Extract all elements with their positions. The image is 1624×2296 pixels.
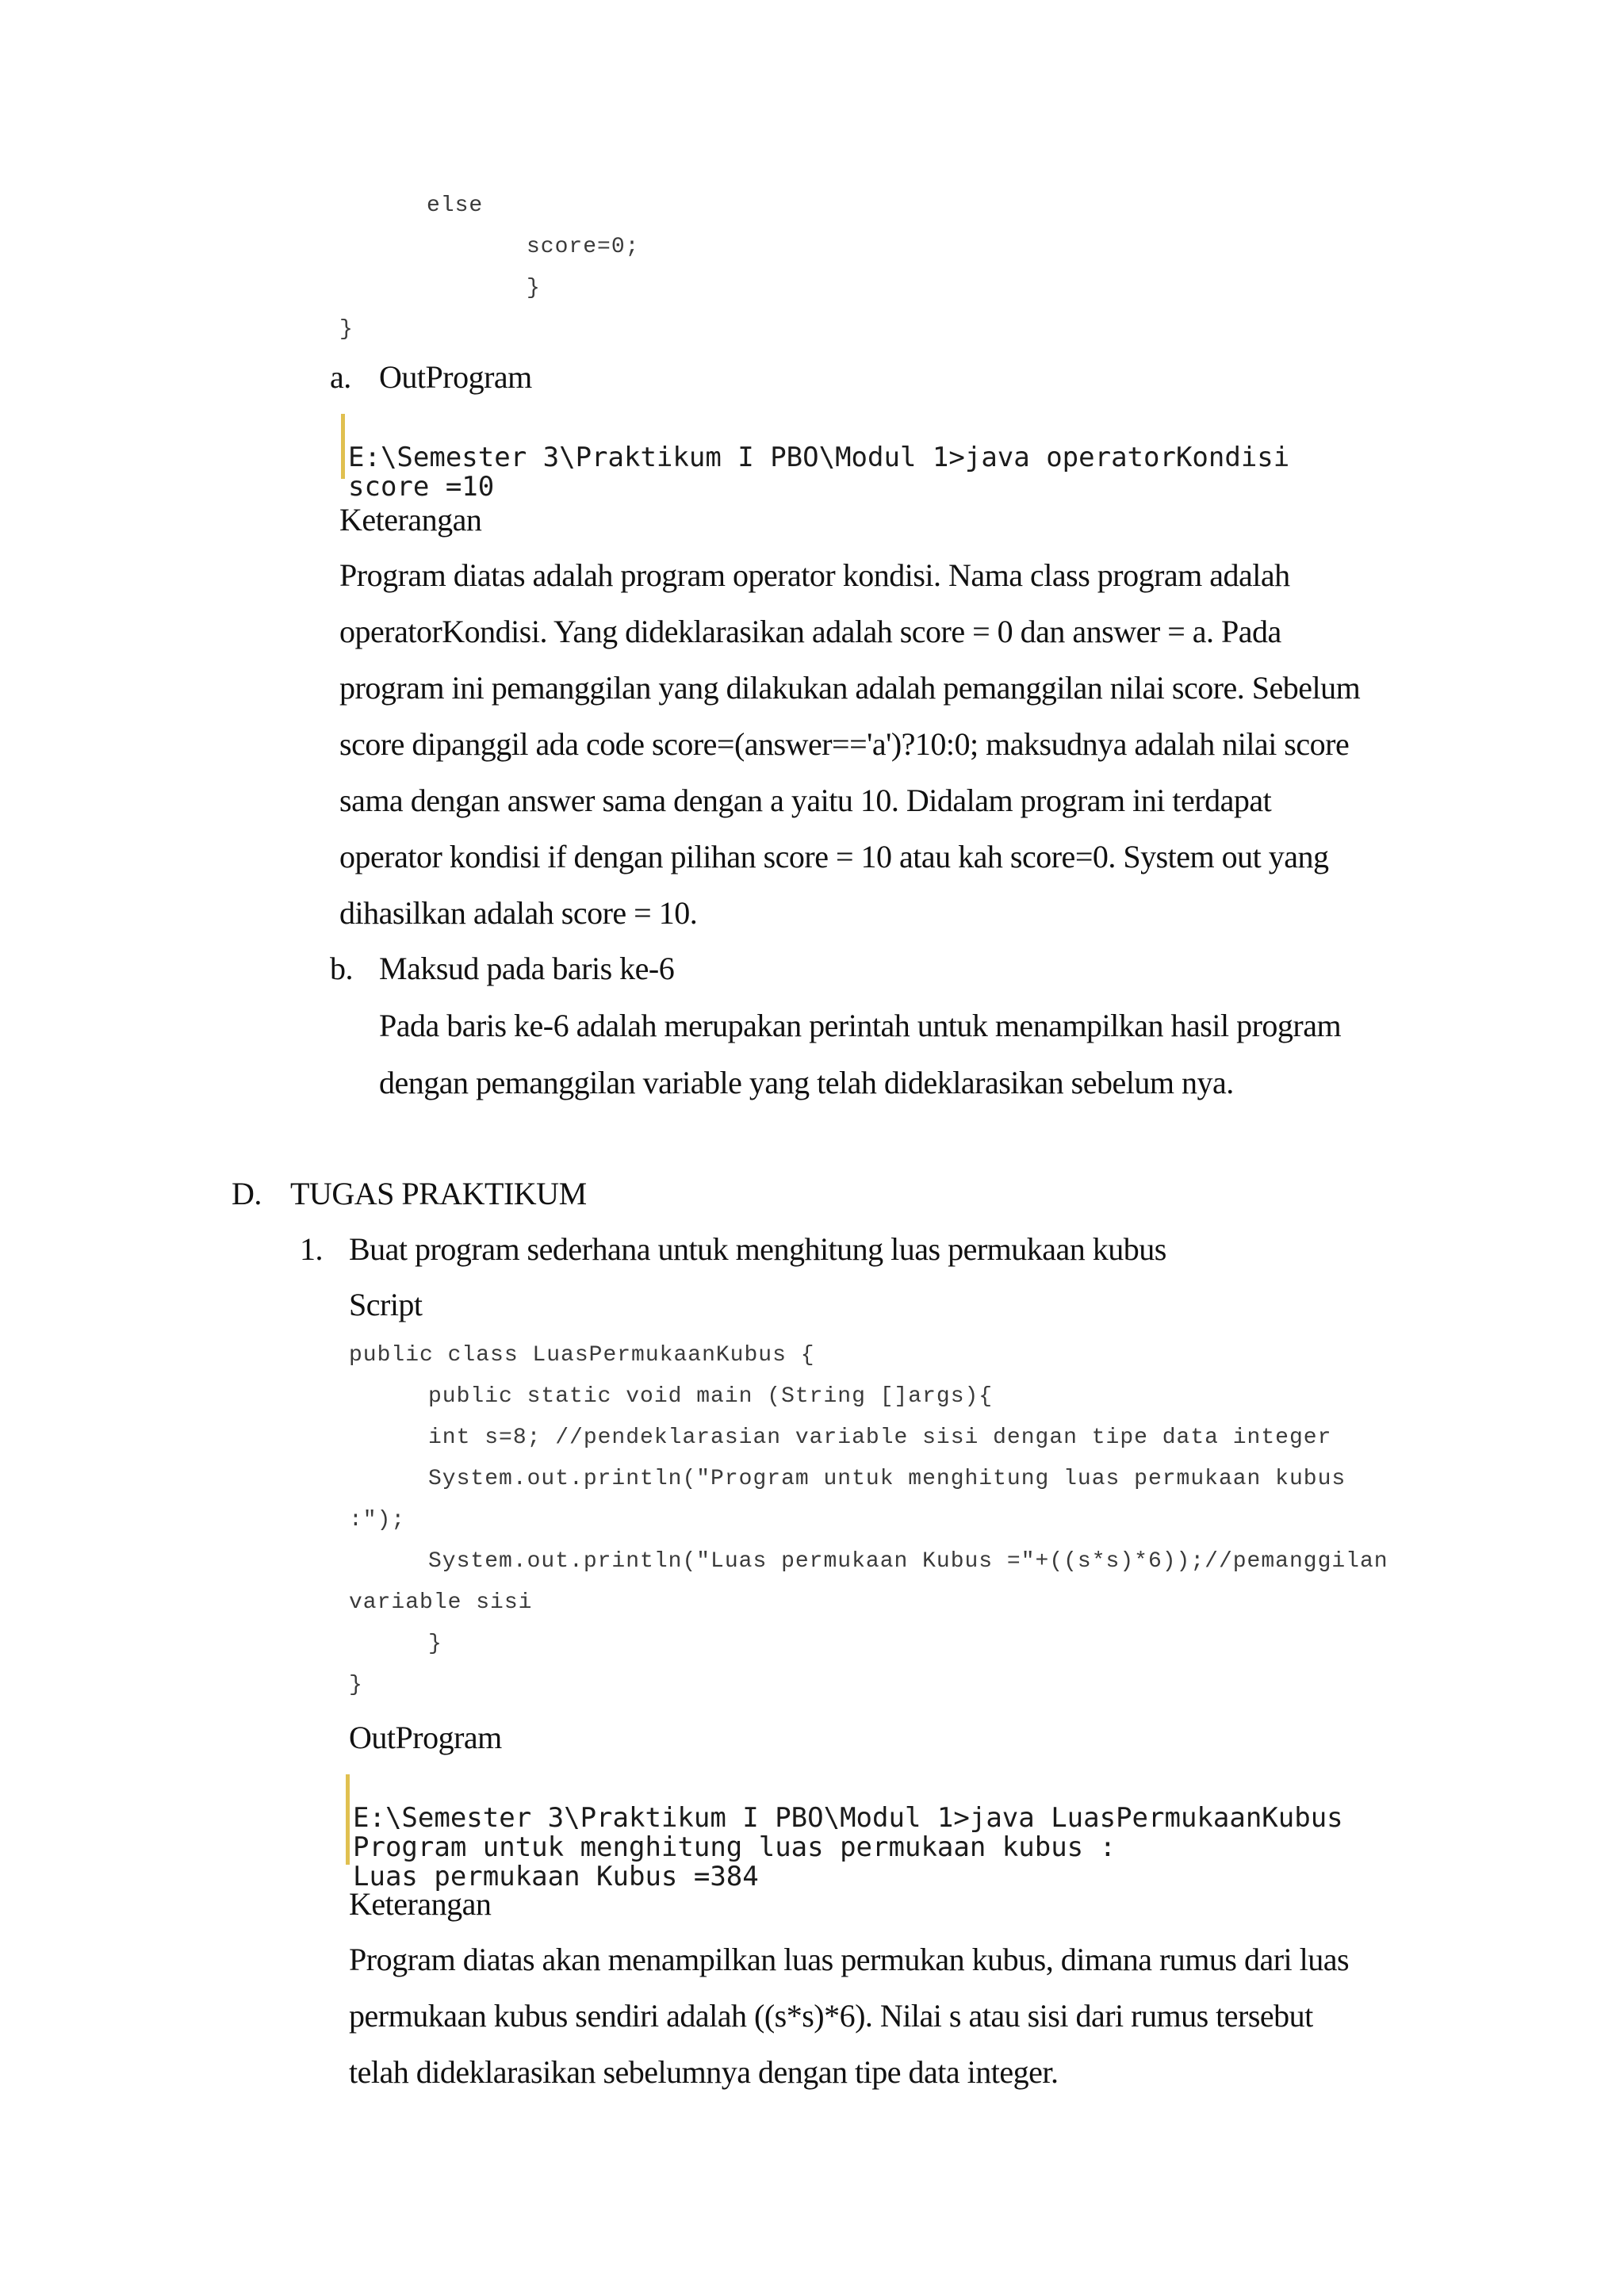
list-marker: b. [330, 951, 353, 986]
paragraph-line: Program diatas akan menampilkan luas permukan kubus, dimana rumus dari luas [349, 1942, 1350, 1977]
terminal-output [346, 1774, 1368, 1892]
paragraph-line: telah dideklarasikan sebelumnya dengan tipe data integer. [349, 2054, 1059, 2090]
code-line: public static void main (String []args){ [428, 1384, 994, 1409]
paragraph-line: program ini pemanggilan yang dilakukan adalah pemanggilan nilai score. Sebelum [339, 670, 1361, 706]
list-marker: a. [330, 359, 351, 395]
code-line: System.out.println("Program untuk menghitung luas permukaan kubus [428, 1467, 1346, 1491]
code-line: variable sisi [349, 1590, 533, 1615]
code-line: } [527, 276, 541, 300]
terminal-line: score =10 [348, 471, 495, 503]
terminal-output [341, 414, 1316, 503]
paragraph-line: operator kondisi if dengan pilihan score = 10 atau kah score=0. System out yang [339, 839, 1329, 874]
code-line: else [427, 193, 484, 218]
code-line: score=0; [527, 235, 640, 259]
section-marker: D. [232, 1176, 262, 1211]
section-title: OutProgram [379, 359, 532, 395]
code-line: } [339, 317, 354, 342]
terminal-line: E:\Semester 3\Praktikum I PBO\Modul 1>java operatorKondisi [348, 442, 1290, 473]
paragraph-line: score dipanggil ada code score=(answer=='a')?10:0; maksudnya adalah nilai score [339, 726, 1350, 762]
paragraph-line: Program diatas adalah program operator kondisi. Nama class program adalah [339, 557, 1290, 593]
script-label: Script [349, 1287, 423, 1322]
code-line: } [349, 1673, 363, 1697]
keterangan-label: Keterangan [339, 502, 482, 538]
terminal-line: E:\Semester 3\Praktikum I PBO\Modul 1>java LuasPermukaanKubus [353, 1802, 1343, 1834]
keterangan-label: Keterangan [349, 1886, 492, 1922]
code-line: } [428, 1632, 442, 1656]
code-line: public class LuasPermukaanKubus { [349, 1343, 815, 1368]
paragraph-line: sama dengan answer sama dengan a yaitu 10. Didalam program ini terdapat [339, 783, 1272, 818]
paragraph-line: dihasilkan adalah score = 10. [339, 895, 698, 931]
paragraph-line: permukaan kubus sendiri adalah ((s*s)*6). Nilai s atau sisi dari rumus tersebut [349, 1998, 1313, 2034]
paragraph-line: dengan pemanggilan variable yang telah dideklarasikan sebelum nya. [379, 1065, 1234, 1100]
paragraph-line: Pada baris ke-6 adalah merupakan perintah untuk menampilkan hasil program [379, 1008, 1342, 1043]
output-label: OutProgram [349, 1720, 502, 1755]
section-heading: TUGAS PRAKTIKUM [290, 1176, 587, 1211]
task-title: Buat program sederhana untuk menghitung luas permukaan kubus [349, 1231, 1166, 1267]
section-title: Maksud pada baris ke-6 [379, 951, 675, 986]
list-marker: 1. [300, 1231, 323, 1267]
paragraph-line: operatorKondisi. Yang dideklarasikan adalah score = 0 dan answer = a. Pada [339, 614, 1281, 649]
code-line: System.out.println("Luas permukaan Kubus ="+((s*s)*6));//pemanggilan [428, 1549, 1388, 1574]
code-line: int s=8; //pendeklarasian variable sisi dengan tipe data integer [428, 1425, 1332, 1450]
code-line: :"); [349, 1508, 406, 1533]
terminal-line: Luas permukaan Kubus =384 [353, 1861, 759, 1892]
terminal-line: Program untuk menghitung luas permukaan kubus : [353, 1831, 1116, 1863]
